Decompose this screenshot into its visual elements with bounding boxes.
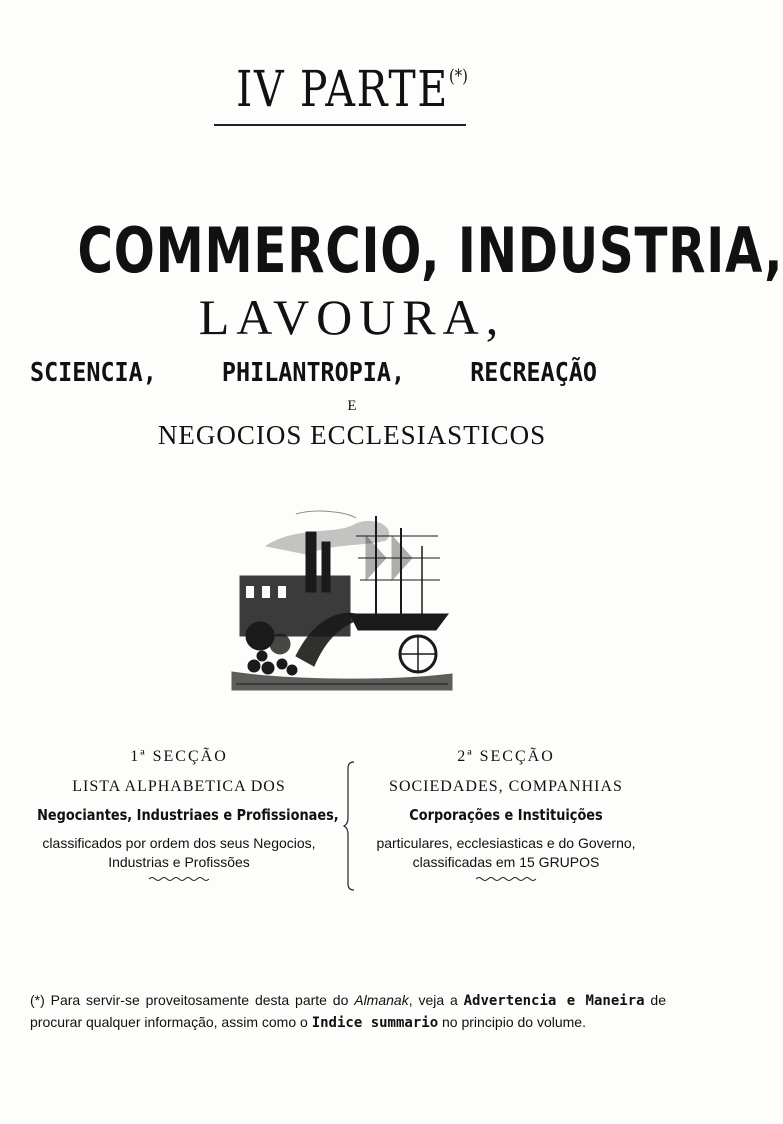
footnote — [30, 990, 666, 1034]
subtitle-topic: PHILANTROPIA, — [221, 358, 406, 388]
section-1-description: classificados por ordem dos seus Negocios, Industrias e Profissões — [42, 835, 316, 870]
footnote-reference: Advertencia e Maneira — [463, 993, 645, 1009]
part-title-footnote-mark: (*) — [448, 66, 468, 87]
section-1-title: LISTA ALPHABETICA DOS — [72, 778, 286, 795]
section-2-subtitle: Corporações e Instituições — [409, 806, 603, 824]
footnote-text: , veja a — [408, 992, 464, 1008]
subtitle-conjunction: E — [347, 398, 357, 414]
footnote-reference: Indice summario — [311, 1015, 439, 1031]
footnote-mark: (*) — [30, 992, 45, 1008]
main-title: COMMERCIO, INDUSTRIA, — [77, 214, 783, 287]
subtitle-lavoura: LAVOURA, — [198, 289, 506, 345]
section-2-description: particulares, ecclesiasticas e do Governo, classificadas em 15 GRUPOS — [376, 835, 636, 870]
section-1 — [14, 748, 344, 882]
section-1-heading: 1ª SECÇÃO — [130, 748, 228, 765]
section-2-heading: 2ª SECÇÃO — [457, 748, 555, 765]
footnote-text: no principio do volume. — [438, 1014, 586, 1030]
section-2-title: SOCIEDADES, COMPANHIAS — [389, 778, 623, 795]
section-1-subtitle: Negociantes, Industriaes e Profissionaes, — [37, 806, 339, 824]
subtitle-topic: SCIENCIA, — [30, 358, 157, 388]
subtitle-topics — [30, 358, 597, 388]
footnote-text: Para servir-se proveitosamente desta parte do — [44, 992, 355, 1008]
footnote-work-title: Almanak — [354, 992, 409, 1008]
subtitle-topic: RECREAÇÃO — [470, 358, 597, 388]
subtitle-negocios: NEGOCIOS ECCLESIASTICOS — [157, 420, 547, 450]
footnote-text: de procurar qualquer informação, assim como o — [30, 992, 666, 1030]
part-title — [63, 60, 640, 118]
section-2 — [350, 748, 662, 882]
industry-commerce-engraving-icon — [226, 506, 458, 690]
ornament-squiggle — [476, 876, 536, 882]
title-rule — [214, 124, 466, 126]
ornament-squiggle — [149, 876, 209, 882]
part-title-text: IV PARTE — [236, 60, 449, 118]
